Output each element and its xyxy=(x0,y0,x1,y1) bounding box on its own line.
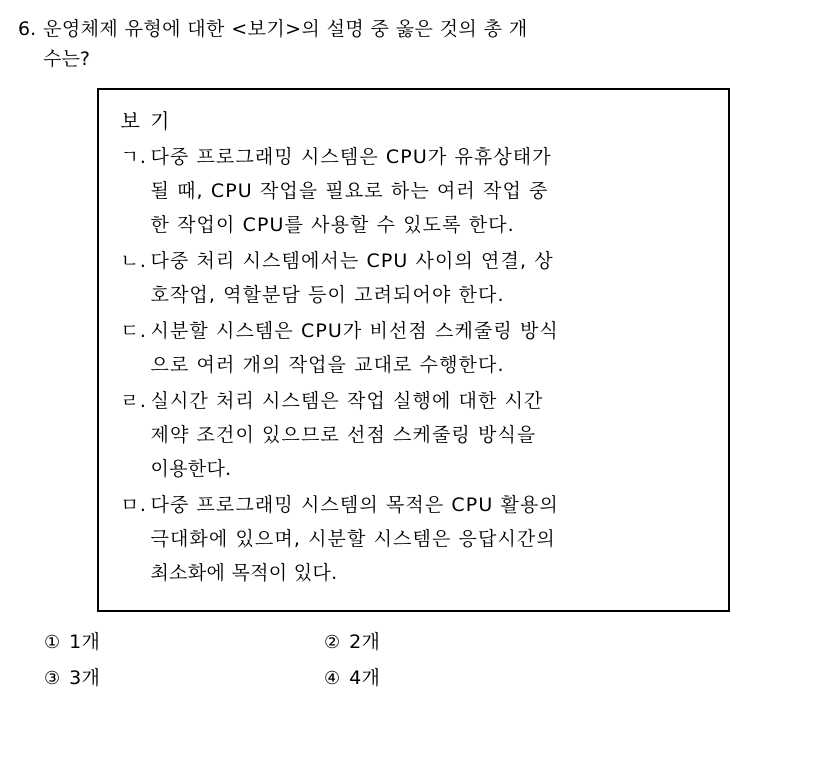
list-item-marker: ㄱ. xyxy=(120,146,147,168)
list-item-line: 이용한다. xyxy=(150,458,232,480)
list-item-body xyxy=(151,384,708,486)
list-item-line: 시분할 시스템은 CPU가 비선점 스케줄링 방식 xyxy=(150,320,559,342)
question-number: 6. xyxy=(18,18,37,40)
list-item-marker: ㄹ. xyxy=(120,390,147,412)
list-item-line: 으로 여러 개의 작업을 교대로 수행한다. xyxy=(150,354,505,376)
list-item-line: 다중 프로그래밍 시스템의 목적은 CPU 활용의 xyxy=(150,494,559,516)
choice-label: 3개 xyxy=(69,667,101,689)
list-item xyxy=(121,384,708,486)
list-item-line: 최소화에 목적이 있다. xyxy=(150,562,338,584)
list-item-line: 호작업, 역할분담 등이 고려되어야 한다. xyxy=(150,284,505,306)
list-item xyxy=(121,488,708,590)
choice-number: ③ xyxy=(44,668,61,689)
reference-box-title: 보 기 xyxy=(120,109,172,133)
list-item-marker: ㅁ. xyxy=(120,494,147,516)
list-item-body xyxy=(151,244,708,312)
question-text xyxy=(43,14,800,74)
list-item-body xyxy=(151,314,708,382)
list-item-line: 제약 조건이 있으므로 선점 스케줄링 방식을 xyxy=(150,424,537,446)
answer-choice-4[interactable] xyxy=(324,664,380,693)
answer-choice-2[interactable] xyxy=(324,628,380,657)
answer-choice-1[interactable] xyxy=(44,628,324,657)
choice-label: 4개 xyxy=(349,667,381,689)
list-item-line: 다중 프로그래밍 시스템은 CPU가 유휴상태가 xyxy=(150,146,552,168)
question-text-line-1: 운영체제 유형에 대한 <보기>의 설명 중 옳은 것의 총 개 xyxy=(43,18,528,40)
list-item-marker: ㄴ. xyxy=(120,250,147,272)
list-item xyxy=(121,314,708,382)
choice-label: 1개 xyxy=(69,631,101,653)
list-item-marker: ㄷ. xyxy=(120,320,147,342)
list-item-body xyxy=(151,488,708,590)
answer-choice-row xyxy=(44,628,826,657)
list-item-line: 다중 처리 시스템에서는 CPU 사이의 연결, 상 xyxy=(150,250,554,272)
question-stem xyxy=(0,0,826,74)
list-item-line: 실시간 처리 시스템은 작업 실행에 대한 시간 xyxy=(150,390,544,412)
list-item xyxy=(121,244,708,312)
answer-choices xyxy=(0,612,826,693)
list-item-line: 극대화에 있으며, 시분할 시스템은 응답시간의 xyxy=(150,528,556,550)
answer-choice-3[interactable] xyxy=(44,664,324,693)
choice-number: ② xyxy=(324,632,341,653)
question-text-line-2: 수는? xyxy=(43,48,90,70)
reference-box xyxy=(97,88,730,612)
choice-number: ① xyxy=(44,632,61,653)
list-item-line: 한 작업이 CPU를 사용할 수 있도록 한다. xyxy=(150,214,515,236)
reference-box-wrapper xyxy=(0,74,826,612)
list-item-line: 될 때, CPU 작업을 필요로 하는 여러 작업 중 xyxy=(150,180,549,202)
choice-label: 2개 xyxy=(349,631,381,653)
list-item-body xyxy=(151,140,708,242)
answer-choice-row xyxy=(44,664,826,693)
choice-number: ④ xyxy=(324,668,341,689)
list-item xyxy=(121,140,708,242)
